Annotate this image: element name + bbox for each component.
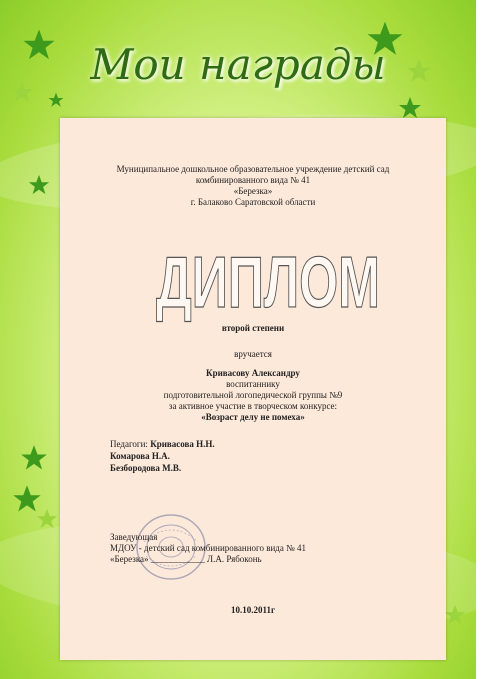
recipient-name: Кривасову Александру [206, 368, 300, 378]
teachers-label: Педагоги: [110, 439, 151, 449]
diploma-heading [152, 243, 384, 323]
institution-header [60, 164, 446, 208]
diploma-heading-text: ДИПЛОМ [156, 243, 380, 323]
teacher-name: Безбородова М.В. [110, 463, 182, 473]
awarded-text: вручается [234, 349, 272, 359]
head-signature: «Березка» ____________ Л.А. Рябоконь [110, 554, 262, 564]
group-name: подготовительной логопедической группы №9 [163, 390, 343, 400]
diploma-degree: второй степени [221, 323, 285, 333]
institution-line: Муниципальное дошкольное образовательное учреждение детский сад [116, 164, 390, 174]
head-title: Заведующая [110, 532, 158, 542]
award-details [60, 368, 446, 423]
star-icon [36, 508, 58, 530]
page-title: Мои награды [90, 40, 386, 89]
institution-line: «Березка» [233, 186, 273, 196]
recipient-role: воспитаннику [226, 379, 280, 389]
head-institution: МДОУ - детский сад комбинированного вида № 41 [110, 543, 306, 553]
teacher-name: Комарова Н.А. [110, 451, 170, 461]
diploma-date: 10.10.2011г [230, 605, 276, 615]
star-icon [28, 174, 50, 196]
star-icon [398, 96, 422, 120]
star-icon [444, 604, 466, 626]
star-icon [48, 92, 64, 108]
contest-name: «Возраст делу не помеха» [201, 412, 305, 422]
star-icon [20, 444, 48, 472]
award-reason: за активное участие в творческом конкурсе: [168, 401, 338, 411]
institution-line: г. Балаково Саратовской области [190, 197, 316, 207]
head-signature-block [110, 532, 306, 565]
teacher-name: Кривасова Н.Н. [150, 439, 215, 449]
institution-line: комбинированного вида № 41 [195, 175, 311, 185]
diploma-document [60, 118, 446, 660]
teachers-list [110, 438, 215, 474]
